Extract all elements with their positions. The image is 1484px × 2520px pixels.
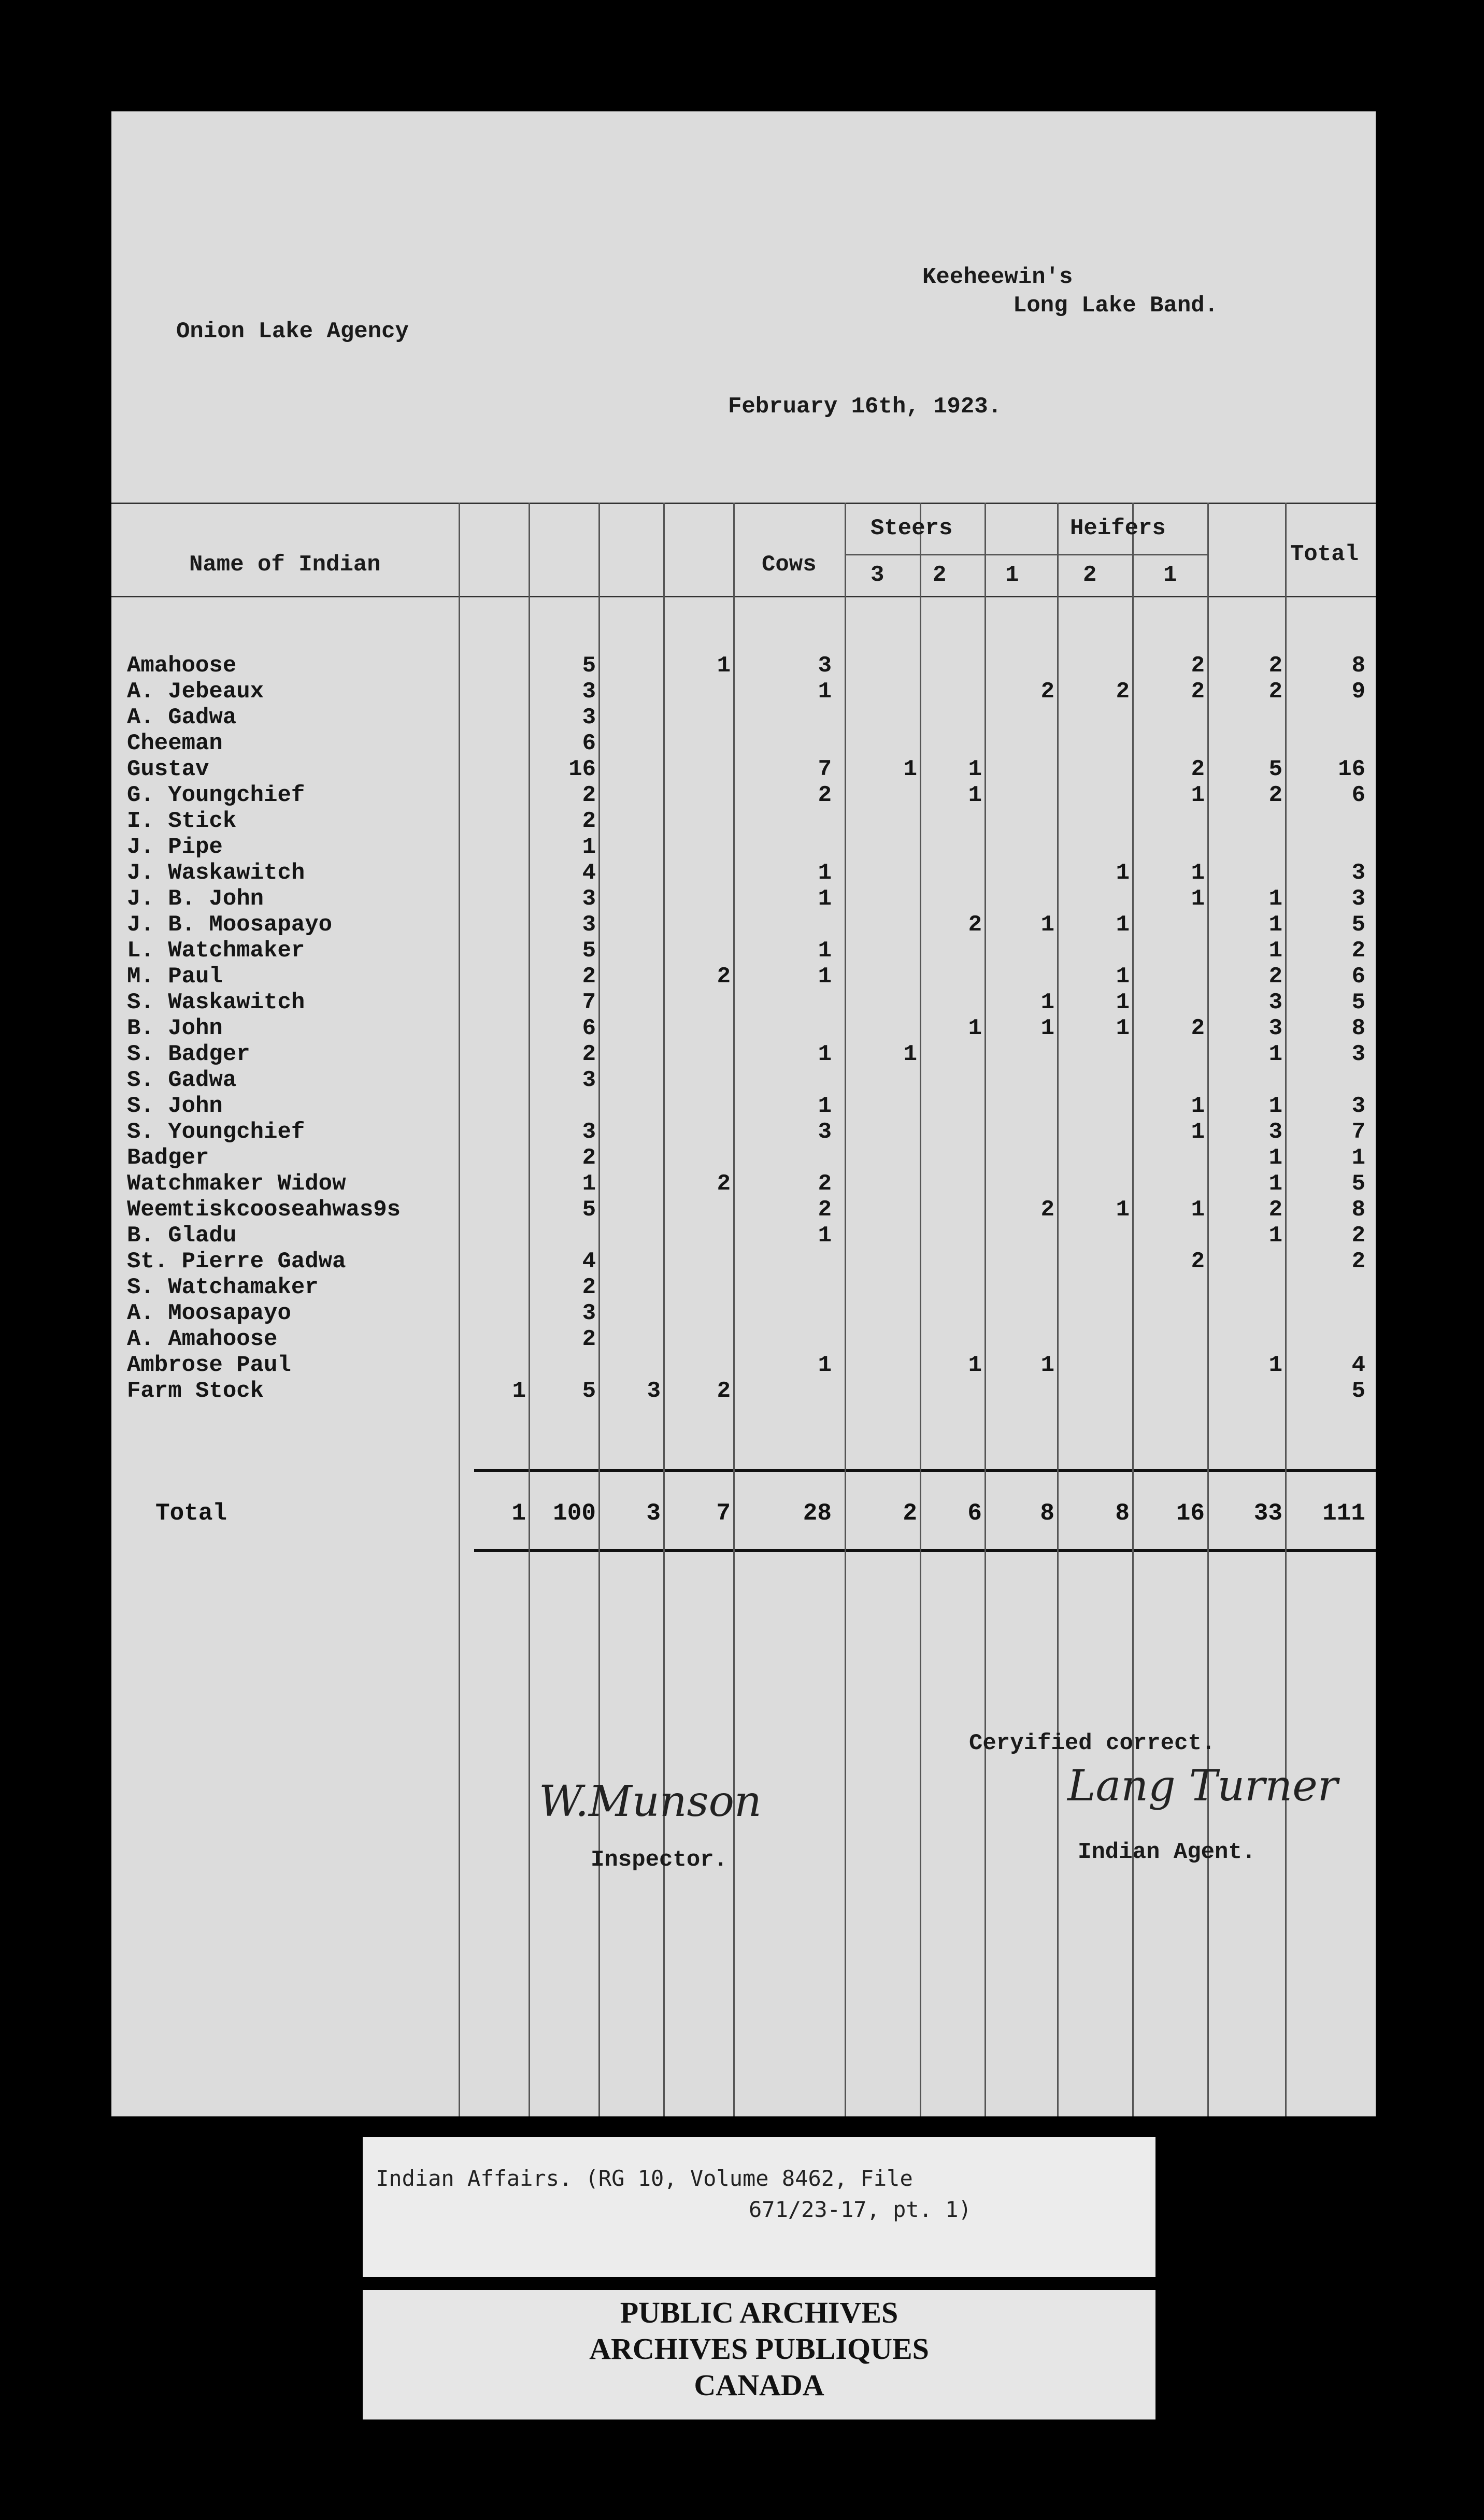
row-cell: 6 — [1351, 964, 1365, 990]
row-cell: 3 — [582, 1067, 596, 1093]
row-cell: 3 — [582, 912, 596, 938]
table-row — [111, 834, 1376, 860]
row-cell: 1 — [818, 860, 832, 886]
row-cell: 3 — [1351, 1093, 1365, 1119]
row-name: S. Waskawitch — [127, 990, 305, 1015]
row-cell: 1 — [1191, 1119, 1205, 1145]
row-cell: 1 — [968, 1015, 982, 1041]
column-header-name: Name of Indian — [189, 552, 381, 578]
row-name: Badger — [127, 1145, 209, 1171]
table-row — [111, 1378, 1376, 1404]
total-cell: 2 — [903, 1500, 917, 1527]
row-cell: 1 — [818, 1041, 832, 1067]
archive-reference-line1: Indian Affairs. (RG 10, Volume 8462, File — [376, 2166, 913, 2191]
row-cell: 1 — [1040, 1352, 1054, 1378]
table-row — [111, 1275, 1376, 1300]
row-name: A. Amahoose — [127, 1326, 278, 1352]
row-cell: 2 — [818, 1197, 832, 1223]
row-name: S. Watchamaker — [127, 1275, 319, 1300]
row-cell: 3 — [1268, 1119, 1282, 1145]
row-cell: 5 — [582, 1197, 596, 1223]
table-row — [111, 653, 1376, 679]
total-cell: 111 — [1322, 1500, 1365, 1527]
table-row — [111, 1352, 1376, 1378]
row-cell: 1 — [1191, 782, 1205, 808]
row-cell: 1 — [1191, 1093, 1205, 1119]
row-name: B. John — [127, 1015, 223, 1041]
row-cell: 3 — [582, 705, 596, 731]
row-cell: 7 — [818, 756, 832, 782]
row-cell: 3 — [818, 653, 832, 679]
table-row — [111, 1300, 1376, 1326]
row-cell: 1 — [818, 1093, 832, 1119]
agent-signature: Lang Turner — [1067, 1762, 1338, 1811]
table-row — [111, 731, 1376, 756]
band-name-line1: Keeheewin's — [922, 264, 1073, 290]
row-cell: 2 — [1040, 1197, 1054, 1223]
row-cell: 1 — [818, 964, 832, 990]
total-cell: 8 — [1040, 1500, 1054, 1527]
row-cell: 2 — [1268, 679, 1282, 705]
total-cell: 1 — [511, 1500, 526, 1527]
agent-title: Indian Agent. — [1078, 1839, 1256, 1865]
table-row — [111, 886, 1376, 912]
archive-stamp-line3: CANADA — [694, 2368, 824, 2402]
row-cell: 2 — [968, 912, 982, 938]
row-cell: 3 — [1268, 990, 1282, 1015]
row-cell: 1 — [717, 653, 731, 679]
row-cell: 9 — [1351, 679, 1365, 705]
row-cell: 1 — [1268, 912, 1282, 938]
agency-name: Onion Lake Agency — [176, 319, 409, 345]
total-cell: 28 — [803, 1500, 832, 1527]
row-name: G. Youngchief — [127, 782, 305, 808]
row-cell: 3 — [1351, 860, 1365, 886]
row-cell: 16 — [568, 756, 596, 782]
row-cell: 2 — [1191, 653, 1205, 679]
row-cell: 1 — [1268, 1171, 1282, 1197]
row-cell: 2 — [1191, 679, 1205, 705]
row-cell: 1 — [1268, 1041, 1282, 1067]
row-cell: 2 — [582, 964, 596, 990]
total-cell: 33 — [1253, 1500, 1282, 1527]
table-row — [111, 808, 1376, 834]
row-cell: 2 — [582, 1326, 596, 1352]
totals-label: Total — [155, 1500, 227, 1527]
row-cell: 2 — [1268, 782, 1282, 808]
table-row — [111, 1326, 1376, 1352]
row-cell: 2 — [1351, 938, 1365, 964]
document-date: February 16th, 1923. — [728, 394, 1002, 420]
row-cell: 5 — [582, 1378, 596, 1404]
row-cell: 16 — [1338, 756, 1365, 782]
row-cell: 3 — [818, 1119, 832, 1145]
row-name: Gustav — [127, 756, 209, 782]
row-cell: 1 — [1268, 886, 1282, 912]
row-cell: 3 — [582, 886, 596, 912]
row-cell: 5 — [582, 653, 596, 679]
row-cell: 1 — [1116, 860, 1130, 886]
row-cell: 5 — [1351, 1171, 1365, 1197]
subheader-heifers-2: 2 — [1083, 562, 1097, 588]
row-cell: 6 — [582, 731, 596, 756]
row-name: Farm Stock — [127, 1378, 264, 1404]
row-cell: 2 — [818, 1171, 832, 1197]
table-row — [111, 938, 1376, 964]
row-cell: 2 — [1191, 1249, 1205, 1275]
row-cell: 5 — [1351, 912, 1365, 938]
table-row — [111, 782, 1376, 808]
row-cell: 3 — [1351, 1041, 1365, 1067]
subheader-steers-3: 3 — [871, 562, 884, 588]
row-name: J. Pipe — [127, 834, 223, 860]
row-cell: 1 — [818, 679, 832, 705]
row-cell: 8 — [1351, 1015, 1365, 1041]
row-name: A. Jebeaux — [127, 679, 264, 705]
table-row — [111, 1171, 1376, 1197]
row-name: S. Badger — [127, 1041, 250, 1067]
row-cell: 2 — [717, 1378, 731, 1404]
row-cell: 2 — [717, 964, 731, 990]
table-row — [111, 1249, 1376, 1275]
row-cell: 1 — [1268, 1145, 1282, 1171]
row-name: A. Gadwa — [127, 705, 237, 731]
row-cell: 5 — [1351, 1378, 1365, 1404]
row-cell: 2 — [1351, 1223, 1365, 1249]
row-name: Weemtiskcooseahwas9s — [127, 1197, 401, 1223]
row-cell: 1 — [818, 938, 832, 964]
row-cell: 7 — [1351, 1119, 1365, 1145]
total-cell: 8 — [1115, 1500, 1130, 1527]
row-cell: 1 — [1191, 886, 1205, 912]
row-cell: 1 — [1191, 1197, 1205, 1223]
row-cell: 2 — [582, 1275, 596, 1300]
inspector-signature: W.Munson — [539, 1777, 762, 1826]
table-row — [111, 1145, 1376, 1171]
row-name: B. Gladu — [127, 1223, 237, 1249]
row-cell: 5 — [1351, 990, 1365, 1015]
row-cell: 1 — [1268, 1223, 1282, 1249]
subheader-steers-2: 2 — [933, 562, 947, 588]
row-name: J. B. Moosapayo — [127, 912, 333, 938]
row-name: I. Stick — [127, 808, 237, 834]
archive-reference-line2: 671/23-17, pt. 1) — [749, 2197, 972, 2222]
inspector-title: Inspector. — [591, 1847, 728, 1873]
row-cell: 1 — [903, 1041, 917, 1067]
row-cell: 6 — [1351, 782, 1365, 808]
row-cell: 1 — [968, 782, 982, 808]
row-name: S. Youngchief — [127, 1119, 305, 1145]
row-name: A. Moosapayo — [127, 1300, 291, 1326]
table-row — [111, 705, 1376, 731]
subheader-steers-1: 1 — [1005, 562, 1019, 588]
row-name: Ambrose Paul — [127, 1352, 291, 1378]
row-cell: 1 — [1116, 964, 1130, 990]
total-cell: 3 — [646, 1500, 661, 1527]
row-cell: 1 — [582, 834, 596, 860]
row-cell: 3 — [1351, 886, 1365, 912]
row-cell: 1 — [818, 886, 832, 912]
row-cell: 1 — [903, 756, 917, 782]
table-row — [111, 679, 1376, 705]
row-cell: 2 — [1268, 1197, 1282, 1223]
row-cell: 3 — [582, 1119, 596, 1145]
row-cell: 2 — [582, 1041, 596, 1067]
row-cell: 4 — [582, 1249, 596, 1275]
row-cell: 1 — [1116, 1015, 1130, 1041]
table-row — [111, 912, 1376, 938]
row-cell: 2 — [1268, 653, 1282, 679]
row-cell: 3 — [582, 1300, 596, 1326]
row-cell: 1 — [818, 1223, 832, 1249]
row-cell: 2 — [717, 1171, 731, 1197]
row-cell: 1 — [1191, 860, 1205, 886]
table-row — [111, 990, 1376, 1015]
table-row — [111, 756, 1376, 782]
row-name: J. Waskawitch — [127, 860, 305, 886]
table-row — [111, 1119, 1376, 1145]
row-cell: 2 — [582, 808, 596, 834]
archive-stamp-line2: ARCHIVES PUBLIQUES — [589, 2332, 929, 2366]
row-cell: 2 — [1268, 964, 1282, 990]
row-cell: 2 — [582, 1145, 596, 1171]
totals-top-rule — [474, 1469, 1376, 1472]
totals-bottom-rule — [474, 1549, 1376, 1552]
row-cell: 2 — [1116, 679, 1130, 705]
row-cell: 6 — [582, 1015, 596, 1041]
archive-stamp — [363, 2290, 1155, 2419]
table-row — [111, 964, 1376, 990]
row-name: Cheeman — [127, 731, 223, 756]
row-cell: 3 — [582, 679, 596, 705]
row-cell: 5 — [582, 938, 596, 964]
row-cell: 1 — [1116, 990, 1130, 1015]
table-row — [111, 860, 1376, 886]
row-cell: 8 — [1351, 653, 1365, 679]
table-row — [111, 1041, 1376, 1067]
row-name: M. Paul — [127, 964, 223, 990]
row-cell: 2 — [1191, 756, 1205, 782]
archive-stamp-line1: PUBLIC ARCHIVES — [620, 2296, 898, 2329]
row-cell: 5 — [1268, 756, 1282, 782]
total-cell: 16 — [1176, 1500, 1205, 1527]
row-name: J. B. John — [127, 886, 264, 912]
row-cell: 1 — [1268, 1093, 1282, 1119]
row-cell: 1 — [1040, 1015, 1054, 1041]
document-page — [111, 111, 1376, 2116]
row-name: S. John — [127, 1093, 223, 1119]
table-row — [111, 1067, 1376, 1093]
certified-text: Ceryified correct. — [969, 1730, 1216, 1756]
row-cell: 2 — [1040, 679, 1054, 705]
row-cell: 2 — [582, 782, 596, 808]
row-cell: 1 — [1116, 912, 1130, 938]
row-name: Amahoose — [127, 653, 237, 679]
row-cell: 3 — [647, 1378, 661, 1404]
row-cell: 1 — [1268, 938, 1282, 964]
row-cell: 1 — [1351, 1145, 1365, 1171]
row-cell: 1 — [818, 1352, 832, 1378]
total-cell: 100 — [553, 1500, 596, 1527]
row-cell: 1 — [968, 1352, 982, 1378]
row-cell: 2 — [1351, 1249, 1365, 1275]
table-top-rule — [111, 503, 1376, 504]
column-header-total: Total — [1290, 541, 1359, 567]
table-row — [111, 1223, 1376, 1249]
subheader-heifers-1: 1 — [1163, 562, 1177, 588]
row-cell: 1 — [582, 1171, 596, 1197]
steers-heifers-subrule — [845, 554, 1207, 555]
row-cell: 1 — [968, 756, 982, 782]
row-cell: 1 — [1040, 912, 1054, 938]
table-row — [111, 1093, 1376, 1119]
column-header-steers: Steers — [871, 516, 953, 541]
table-header-rule — [111, 596, 1376, 597]
table-row — [111, 1015, 1376, 1041]
total-cell: 7 — [716, 1500, 731, 1527]
column-header-cows: Cows — [762, 552, 817, 578]
row-name: S. Gadwa — [127, 1067, 237, 1093]
row-name: St. Pierre Gadwa — [127, 1249, 346, 1275]
row-cell: 8 — [1351, 1197, 1365, 1223]
total-cell: 6 — [967, 1500, 982, 1527]
row-name: Watchmaker Widow — [127, 1171, 346, 1197]
row-cell: 1 — [512, 1378, 526, 1404]
row-cell: 2 — [818, 782, 832, 808]
row-cell: 2 — [1191, 1015, 1205, 1041]
row-name: L. Watchmaker — [127, 938, 305, 964]
row-cell: 3 — [1268, 1015, 1282, 1041]
band-name-line2: Long Lake Band. — [1013, 293, 1219, 319]
column-header-heifers: Heifers — [1070, 516, 1166, 541]
row-cell: 4 — [582, 860, 596, 886]
row-cell: 1 — [1040, 990, 1054, 1015]
table-row — [111, 1197, 1376, 1223]
row-cell: 1 — [1268, 1352, 1282, 1378]
row-cell: 7 — [582, 990, 596, 1015]
row-cell: 4 — [1351, 1352, 1365, 1378]
row-cell: 1 — [1116, 1197, 1130, 1223]
archive-reference-label — [363, 2137, 1155, 2277]
